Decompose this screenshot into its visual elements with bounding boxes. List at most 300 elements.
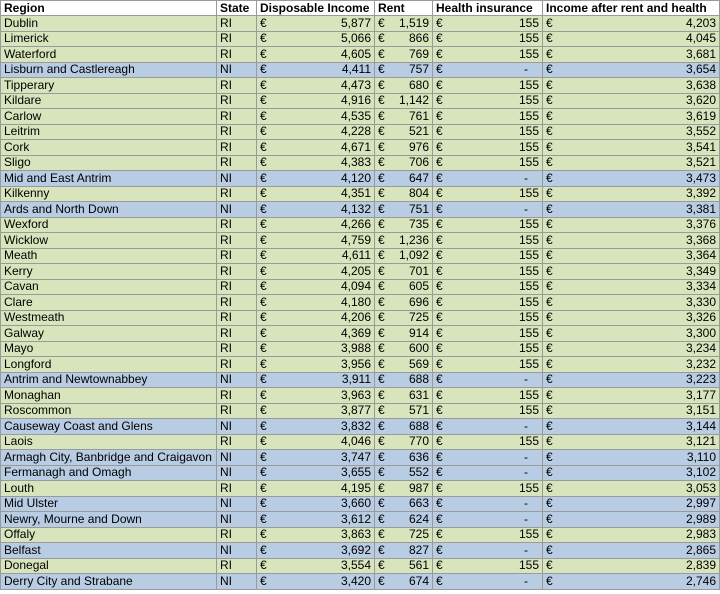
region-cell[interactable]: Wexford — [1, 217, 217, 233]
health-insurance-cell[interactable]: - — [447, 171, 543, 187]
region-cell[interactable]: Longford — [1, 357, 217, 373]
income-after-cell[interactable]: 3,053 — [557, 481, 720, 497]
health-currency-cell[interactable]: € — [433, 140, 447, 156]
income-after-cell[interactable]: 3,121 — [557, 434, 720, 450]
income-cell[interactable]: 4,411 — [271, 62, 375, 78]
income-currency-cell[interactable]: € — [257, 527, 271, 543]
income-currency-cell[interactable]: € — [257, 357, 271, 373]
region-cell[interactable]: Mayo — [1, 341, 217, 357]
income-after-cell[interactable]: 3,151 — [557, 403, 720, 419]
after-currency-cell[interactable]: € — [543, 109, 557, 125]
header-health-insurance[interactable]: Health insurance — [433, 1, 543, 16]
income-cell[interactable]: 4,132 — [271, 202, 375, 218]
health-currency-cell[interactable]: € — [433, 93, 447, 109]
rent-cell[interactable] — [375, 527, 433, 543]
health-currency-cell[interactable]: € — [433, 62, 447, 78]
health-insurance-cell[interactable]: 155 — [447, 264, 543, 280]
income-cell[interactable]: 3,863 — [271, 527, 375, 543]
income-currency-cell[interactable]: € — [257, 31, 271, 47]
rent-cell[interactable] — [375, 109, 433, 125]
after-currency-cell[interactable]: € — [543, 31, 557, 47]
health-insurance-cell[interactable]: 155 — [447, 109, 543, 125]
rent-cell[interactable] — [375, 31, 433, 47]
health-insurance-cell[interactable]: - — [447, 512, 543, 528]
state-cell[interactable]: NI — [217, 465, 257, 481]
income-cell[interactable]: 3,877 — [271, 403, 375, 419]
income-currency-cell[interactable]: € — [257, 512, 271, 528]
region-cell[interactable]: Tipperary — [1, 78, 217, 94]
income-currency-cell[interactable]: € — [257, 465, 271, 481]
income-after-cell[interactable]: 3,364 — [557, 248, 720, 264]
income-currency-cell[interactable]: € — [257, 310, 271, 326]
income-after-cell[interactable]: 3,300 — [557, 326, 720, 342]
state-cell[interactable]: RI — [217, 31, 257, 47]
income-currency-cell[interactable]: € — [257, 450, 271, 466]
after-currency-cell[interactable]: € — [543, 481, 557, 497]
health-currency-cell[interactable]: € — [433, 16, 447, 32]
health-currency-cell[interactable]: € — [433, 47, 447, 63]
region-cell[interactable]: Lisburn and Castlereagh — [1, 62, 217, 78]
health-currency-cell[interactable]: € — [433, 171, 447, 187]
income-cell[interactable]: 4,605 — [271, 47, 375, 63]
income-currency-cell[interactable]: € — [257, 574, 271, 590]
income-cell[interactable]: 3,420 — [271, 574, 375, 590]
health-insurance-cell[interactable]: 155 — [447, 248, 543, 264]
health-insurance-cell[interactable]: 155 — [447, 310, 543, 326]
state-cell[interactable]: RI — [217, 558, 257, 574]
state-cell[interactable]: RI — [217, 527, 257, 543]
income-currency-cell[interactable]: € — [257, 295, 271, 311]
region-cell[interactable]: Armagh City, Banbridge and Craigavon — [1, 450, 217, 466]
region-cell[interactable]: Dublin — [1, 16, 217, 32]
income-after-cell[interactable]: 2,839 — [557, 558, 720, 574]
income-after-cell[interactable]: 3,473 — [557, 171, 720, 187]
health-insurance-cell[interactable]: 155 — [447, 388, 543, 404]
income-after-cell[interactable]: 3,620 — [557, 93, 720, 109]
state-cell[interactable]: RI — [217, 124, 257, 140]
income-after-cell[interactable]: 3,144 — [557, 419, 720, 435]
region-cell[interactable]: Belfast — [1, 543, 217, 559]
health-currency-cell[interactable]: € — [433, 527, 447, 543]
health-currency-cell[interactable]: € — [433, 326, 447, 342]
region-cell[interactable]: Causeway Coast and Glens — [1, 419, 217, 435]
health-insurance-cell[interactable]: - — [447, 496, 543, 512]
region-cell[interactable]: Kildare — [1, 93, 217, 109]
state-cell[interactable]: RI — [217, 388, 257, 404]
income-after-cell[interactable]: 3,234 — [557, 341, 720, 357]
health-currency-cell[interactable]: € — [433, 434, 447, 450]
after-currency-cell[interactable]: € — [543, 372, 557, 388]
state-cell[interactable]: RI — [217, 481, 257, 497]
income-currency-cell[interactable]: € — [257, 419, 271, 435]
rent-cell[interactable] — [375, 543, 433, 559]
region-cell[interactable]: Wicklow — [1, 233, 217, 249]
income-currency-cell[interactable]: € — [257, 155, 271, 171]
income-after-cell[interactable]: 3,521 — [557, 155, 720, 171]
region-cell[interactable]: Kilkenny — [1, 186, 217, 202]
state-cell[interactable]: RI — [217, 16, 257, 32]
health-currency-cell[interactable]: € — [433, 124, 447, 140]
income-after-cell[interactable]: 3,376 — [557, 217, 720, 233]
rent-cell[interactable] — [375, 481, 433, 497]
rent-cell[interactable] — [375, 419, 433, 435]
state-cell[interactable]: RI — [217, 78, 257, 94]
income-cell[interactable]: 4,228 — [271, 124, 375, 140]
rent-cell[interactable] — [375, 450, 433, 466]
income-cell[interactable]: 4,916 — [271, 93, 375, 109]
health-insurance-cell[interactable]: 155 — [447, 124, 543, 140]
health-insurance-cell[interactable]: - — [447, 419, 543, 435]
rent-cell[interactable] — [375, 155, 433, 171]
region-cell[interactable]: Offaly — [1, 527, 217, 543]
header-income-after[interactable]: Income after rent and health — [543, 1, 720, 16]
health-currency-cell[interactable]: € — [433, 543, 447, 559]
health-currency-cell[interactable]: € — [433, 403, 447, 419]
state-cell[interactable]: RI — [217, 186, 257, 202]
after-currency-cell[interactable]: € — [543, 78, 557, 94]
region-cell[interactable]: Cork — [1, 140, 217, 156]
after-currency-cell[interactable]: € — [543, 279, 557, 295]
rent-cell[interactable] — [375, 78, 433, 94]
state-cell[interactable]: RI — [217, 109, 257, 125]
health-insurance-cell[interactable]: 155 — [447, 279, 543, 295]
state-cell[interactable]: NI — [217, 62, 257, 78]
income-cell[interactable]: 4,383 — [271, 155, 375, 171]
health-currency-cell[interactable]: € — [433, 310, 447, 326]
after-currency-cell[interactable]: € — [543, 233, 557, 249]
income-cell[interactable]: 4,369 — [271, 326, 375, 342]
income-after-cell[interactable]: 3,541 — [557, 140, 720, 156]
income-after-cell[interactable]: 3,619 — [557, 109, 720, 125]
rent-cell[interactable] — [375, 403, 433, 419]
region-cell[interactable]: Mid and East Antrim — [1, 171, 217, 187]
income-after-cell[interactable]: 3,552 — [557, 124, 720, 140]
state-cell[interactable]: RI — [217, 279, 257, 295]
income-currency-cell[interactable]: € — [257, 434, 271, 450]
income-cell[interactable]: 3,911 — [271, 372, 375, 388]
income-cell[interactable]: 3,612 — [271, 512, 375, 528]
rent-cell[interactable] — [375, 202, 433, 218]
after-currency-cell[interactable]: € — [543, 295, 557, 311]
income-currency-cell[interactable]: € — [257, 264, 271, 280]
after-currency-cell[interactable]: € — [543, 93, 557, 109]
income-currency-cell[interactable]: € — [257, 248, 271, 264]
health-currency-cell[interactable]: € — [433, 186, 447, 202]
state-cell[interactable]: RI — [217, 341, 257, 357]
after-currency-cell[interactable]: € — [543, 16, 557, 32]
health-insurance-cell[interactable]: 155 — [447, 341, 543, 357]
state-cell[interactable]: NI — [217, 419, 257, 435]
health-currency-cell[interactable]: € — [433, 248, 447, 264]
state-cell[interactable]: NI — [217, 171, 257, 187]
health-currency-cell[interactable]: € — [433, 279, 447, 295]
income-after-cell[interactable]: 2,997 — [557, 496, 720, 512]
income-currency-cell[interactable]: € — [257, 558, 271, 574]
region-cell[interactable]: Mid Ulster — [1, 496, 217, 512]
health-currency-cell[interactable]: € — [433, 450, 447, 466]
health-currency-cell[interactable]: € — [433, 574, 447, 590]
health-currency-cell[interactable]: € — [433, 31, 447, 47]
rent-cell[interactable] — [375, 62, 433, 78]
region-cell[interactable]: Donegal — [1, 558, 217, 574]
income-currency-cell[interactable]: € — [257, 202, 271, 218]
after-currency-cell[interactable]: € — [543, 140, 557, 156]
income-currency-cell[interactable]: € — [257, 217, 271, 233]
after-currency-cell[interactable]: € — [543, 264, 557, 280]
health-insurance-cell[interactable]: - — [447, 372, 543, 388]
income-after-cell[interactable]: 3,368 — [557, 233, 720, 249]
health-insurance-cell[interactable]: 155 — [447, 186, 543, 202]
income-after-cell[interactable]: 3,638 — [557, 78, 720, 94]
after-currency-cell[interactable]: € — [543, 326, 557, 342]
income-currency-cell[interactable]: € — [257, 16, 271, 32]
income-cell[interactable]: 4,671 — [271, 140, 375, 156]
health-insurance-cell[interactable]: 155 — [447, 233, 543, 249]
income-cell[interactable]: 3,747 — [271, 450, 375, 466]
after-currency-cell[interactable]: € — [543, 574, 557, 590]
rent-cell[interactable] — [375, 388, 433, 404]
health-insurance-cell[interactable]: 155 — [447, 16, 543, 32]
region-cell[interactable]: Monaghan — [1, 388, 217, 404]
health-currency-cell[interactable]: € — [433, 202, 447, 218]
state-cell[interactable]: RI — [217, 155, 257, 171]
health-currency-cell[interactable]: € — [433, 496, 447, 512]
rent-cell[interactable] — [375, 264, 433, 280]
rent-cell[interactable] — [375, 558, 433, 574]
health-currency-cell[interactable]: € — [433, 78, 447, 94]
state-cell[interactable]: RI — [217, 326, 257, 342]
rent-cell[interactable] — [375, 186, 433, 202]
income-currency-cell[interactable]: € — [257, 481, 271, 497]
income-after-cell[interactable]: 3,326 — [557, 310, 720, 326]
region-cell[interactable]: Leitrim — [1, 124, 217, 140]
rent-cell[interactable] — [375, 310, 433, 326]
region-cell[interactable]: Fermanagh and Omagh — [1, 465, 217, 481]
income-after-cell[interactable]: 3,330 — [557, 295, 720, 311]
rent-cell[interactable] — [375, 93, 433, 109]
after-currency-cell[interactable]: € — [543, 217, 557, 233]
state-cell[interactable]: RI — [217, 403, 257, 419]
income-after-cell[interactable]: 3,334 — [557, 279, 720, 295]
income-currency-cell[interactable]: € — [257, 233, 271, 249]
income-currency-cell[interactable]: € — [257, 47, 271, 63]
income-after-cell[interactable]: 3,223 — [557, 372, 720, 388]
income-cell[interactable]: 5,877 — [271, 16, 375, 32]
health-currency-cell[interactable]: € — [433, 372, 447, 388]
region-cell[interactable]: Clare — [1, 295, 217, 311]
income-cell[interactable]: 3,963 — [271, 388, 375, 404]
state-cell[interactable]: RI — [217, 140, 257, 156]
rent-cell[interactable] — [375, 217, 433, 233]
income-cell[interactable]: 4,206 — [271, 310, 375, 326]
after-currency-cell[interactable]: € — [543, 62, 557, 78]
state-cell[interactable]: NI — [217, 574, 257, 590]
region-cell[interactable]: Waterford — [1, 47, 217, 63]
state-cell[interactable]: RI — [217, 248, 257, 264]
after-currency-cell[interactable]: € — [543, 357, 557, 373]
rent-cell[interactable] — [375, 47, 433, 63]
rent-cell[interactable] — [375, 279, 433, 295]
health-insurance-cell[interactable]: 155 — [447, 558, 543, 574]
income-currency-cell[interactable]: € — [257, 372, 271, 388]
after-currency-cell[interactable]: € — [543, 124, 557, 140]
rent-cell[interactable] — [375, 326, 433, 342]
health-currency-cell[interactable]: € — [433, 465, 447, 481]
income-after-cell[interactable]: 3,349 — [557, 264, 720, 280]
state-cell[interactable]: NI — [217, 450, 257, 466]
state-cell[interactable]: RI — [217, 434, 257, 450]
state-cell[interactable]: RI — [217, 217, 257, 233]
income-cell[interactable]: 3,988 — [271, 341, 375, 357]
region-cell[interactable]: Meath — [1, 248, 217, 264]
income-currency-cell[interactable]: € — [257, 186, 271, 202]
rent-cell[interactable] — [375, 248, 433, 264]
health-currency-cell[interactable]: € — [433, 155, 447, 171]
region-cell[interactable]: Kerry — [1, 264, 217, 280]
after-currency-cell[interactable]: € — [543, 47, 557, 63]
income-after-cell[interactable]: 3,654 — [557, 62, 720, 78]
income-cell[interactable]: 4,094 — [271, 279, 375, 295]
income-currency-cell[interactable]: € — [257, 388, 271, 404]
state-cell[interactable]: NI — [217, 496, 257, 512]
region-cell[interactable]: Laois — [1, 434, 217, 450]
income-cell[interactable]: 3,832 — [271, 419, 375, 435]
health-insurance-cell[interactable]: 155 — [447, 47, 543, 63]
state-cell[interactable]: RI — [217, 264, 257, 280]
income-after-cell[interactable]: 3,681 — [557, 47, 720, 63]
rent-cell[interactable] — [375, 372, 433, 388]
after-currency-cell[interactable]: € — [543, 403, 557, 419]
after-currency-cell[interactable]: € — [543, 155, 557, 171]
state-cell[interactable]: NI — [217, 202, 257, 218]
income-currency-cell[interactable]: € — [257, 171, 271, 187]
health-insurance-cell[interactable]: - — [447, 465, 543, 481]
region-cell[interactable]: Westmeath — [1, 310, 217, 326]
rent-cell[interactable] — [375, 357, 433, 373]
income-after-cell[interactable]: 2,746 — [557, 574, 720, 590]
health-currency-cell[interactable]: € — [433, 558, 447, 574]
income-after-cell[interactable]: 4,045 — [557, 31, 720, 47]
income-cell[interactable]: 4,759 — [271, 233, 375, 249]
rent-cell[interactable] — [375, 124, 433, 140]
region-cell[interactable]: Limerick — [1, 31, 217, 47]
income-cell[interactable]: 4,120 — [271, 171, 375, 187]
region-cell[interactable]: Newry, Mourne and Down — [1, 512, 217, 528]
state-cell[interactable]: RI — [217, 93, 257, 109]
health-insurance-cell[interactable]: - — [447, 574, 543, 590]
health-insurance-cell[interactable]: 155 — [447, 527, 543, 543]
health-insurance-cell[interactable]: - — [447, 62, 543, 78]
after-currency-cell[interactable]: € — [543, 171, 557, 187]
income-currency-cell[interactable]: € — [257, 341, 271, 357]
rent-cell[interactable] — [375, 171, 433, 187]
rent-cell[interactable] — [375, 140, 433, 156]
income-cell[interactable]: 4,180 — [271, 295, 375, 311]
income-currency-cell[interactable]: € — [257, 496, 271, 512]
income-cell[interactable]: 3,956 — [271, 357, 375, 373]
income-after-cell[interactable]: 3,381 — [557, 202, 720, 218]
health-currency-cell[interactable]: € — [433, 341, 447, 357]
income-currency-cell[interactable]: € — [257, 403, 271, 419]
income-cell[interactable]: 4,535 — [271, 109, 375, 125]
income-cell[interactable]: 4,195 — [271, 481, 375, 497]
health-insurance-cell[interactable]: 155 — [447, 140, 543, 156]
state-cell[interactable]: RI — [217, 295, 257, 311]
rent-cell[interactable] — [375, 574, 433, 590]
state-cell[interactable]: RI — [217, 233, 257, 249]
state-cell[interactable]: RI — [217, 310, 257, 326]
health-insurance-cell[interactable]: 155 — [447, 217, 543, 233]
health-insurance-cell[interactable]: - — [447, 543, 543, 559]
health-currency-cell[interactable]: € — [433, 357, 447, 373]
income-currency-cell[interactable]: € — [257, 78, 271, 94]
health-insurance-cell[interactable]: 155 — [447, 93, 543, 109]
region-cell[interactable]: Cavan — [1, 279, 217, 295]
health-currency-cell[interactable]: € — [433, 481, 447, 497]
income-after-cell[interactable]: 2,989 — [557, 512, 720, 528]
health-insurance-cell[interactable]: 155 — [447, 295, 543, 311]
health-currency-cell[interactable]: € — [433, 419, 447, 435]
health-insurance-cell[interactable]: 155 — [447, 155, 543, 171]
income-cell[interactable]: 4,266 — [271, 217, 375, 233]
rent-cell[interactable] — [375, 233, 433, 249]
health-insurance-cell[interactable]: - — [447, 450, 543, 466]
region-cell[interactable]: Carlow — [1, 109, 217, 125]
after-currency-cell[interactable]: € — [543, 248, 557, 264]
income-cell[interactable]: 3,692 — [271, 543, 375, 559]
health-insurance-cell[interactable]: 155 — [447, 434, 543, 450]
income-after-cell[interactable]: 3,177 — [557, 388, 720, 404]
health-insurance-cell[interactable]: - — [447, 202, 543, 218]
income-cell[interactable]: 4,473 — [271, 78, 375, 94]
income-after-cell[interactable]: 3,102 — [557, 465, 720, 481]
after-currency-cell[interactable]: € — [543, 512, 557, 528]
after-currency-cell[interactable]: € — [543, 388, 557, 404]
after-currency-cell[interactable]: € — [543, 186, 557, 202]
rent-cell[interactable] — [375, 465, 433, 481]
rent-cell[interactable] — [375, 295, 433, 311]
income-currency-cell[interactable]: € — [257, 279, 271, 295]
after-currency-cell[interactable]: € — [543, 558, 557, 574]
health-currency-cell[interactable]: € — [433, 109, 447, 125]
health-insurance-cell[interactable]: 155 — [447, 31, 543, 47]
income-cell[interactable]: 3,554 — [271, 558, 375, 574]
health-insurance-cell[interactable]: 155 — [447, 326, 543, 342]
income-currency-cell[interactable]: € — [257, 543, 271, 559]
income-currency-cell[interactable]: € — [257, 124, 271, 140]
health-insurance-cell[interactable]: 155 — [447, 78, 543, 94]
health-currency-cell[interactable]: € — [433, 388, 447, 404]
income-cell[interactable]: 4,046 — [271, 434, 375, 450]
income-currency-cell[interactable]: € — [257, 93, 271, 109]
rent-cell[interactable] — [375, 341, 433, 357]
income-currency-cell[interactable]: € — [257, 140, 271, 156]
income-cell[interactable]: 4,205 — [271, 264, 375, 280]
rent-cell[interactable] — [375, 512, 433, 528]
income-currency-cell[interactable]: € — [257, 62, 271, 78]
health-insurance-cell[interactable]: 155 — [447, 403, 543, 419]
income-cell[interactable]: 4,351 — [271, 186, 375, 202]
income-cell[interactable]: 3,655 — [271, 465, 375, 481]
region-cell[interactable]: Galway — [1, 326, 217, 342]
region-cell[interactable]: Derry City and Strabane — [1, 574, 217, 590]
after-currency-cell[interactable]: € — [543, 543, 557, 559]
after-currency-cell[interactable]: € — [543, 496, 557, 512]
region-cell[interactable]: Antrim and Newtownabbey — [1, 372, 217, 388]
after-currency-cell[interactable]: € — [543, 527, 557, 543]
after-currency-cell[interactable]: € — [543, 465, 557, 481]
state-cell[interactable]: NI — [217, 512, 257, 528]
